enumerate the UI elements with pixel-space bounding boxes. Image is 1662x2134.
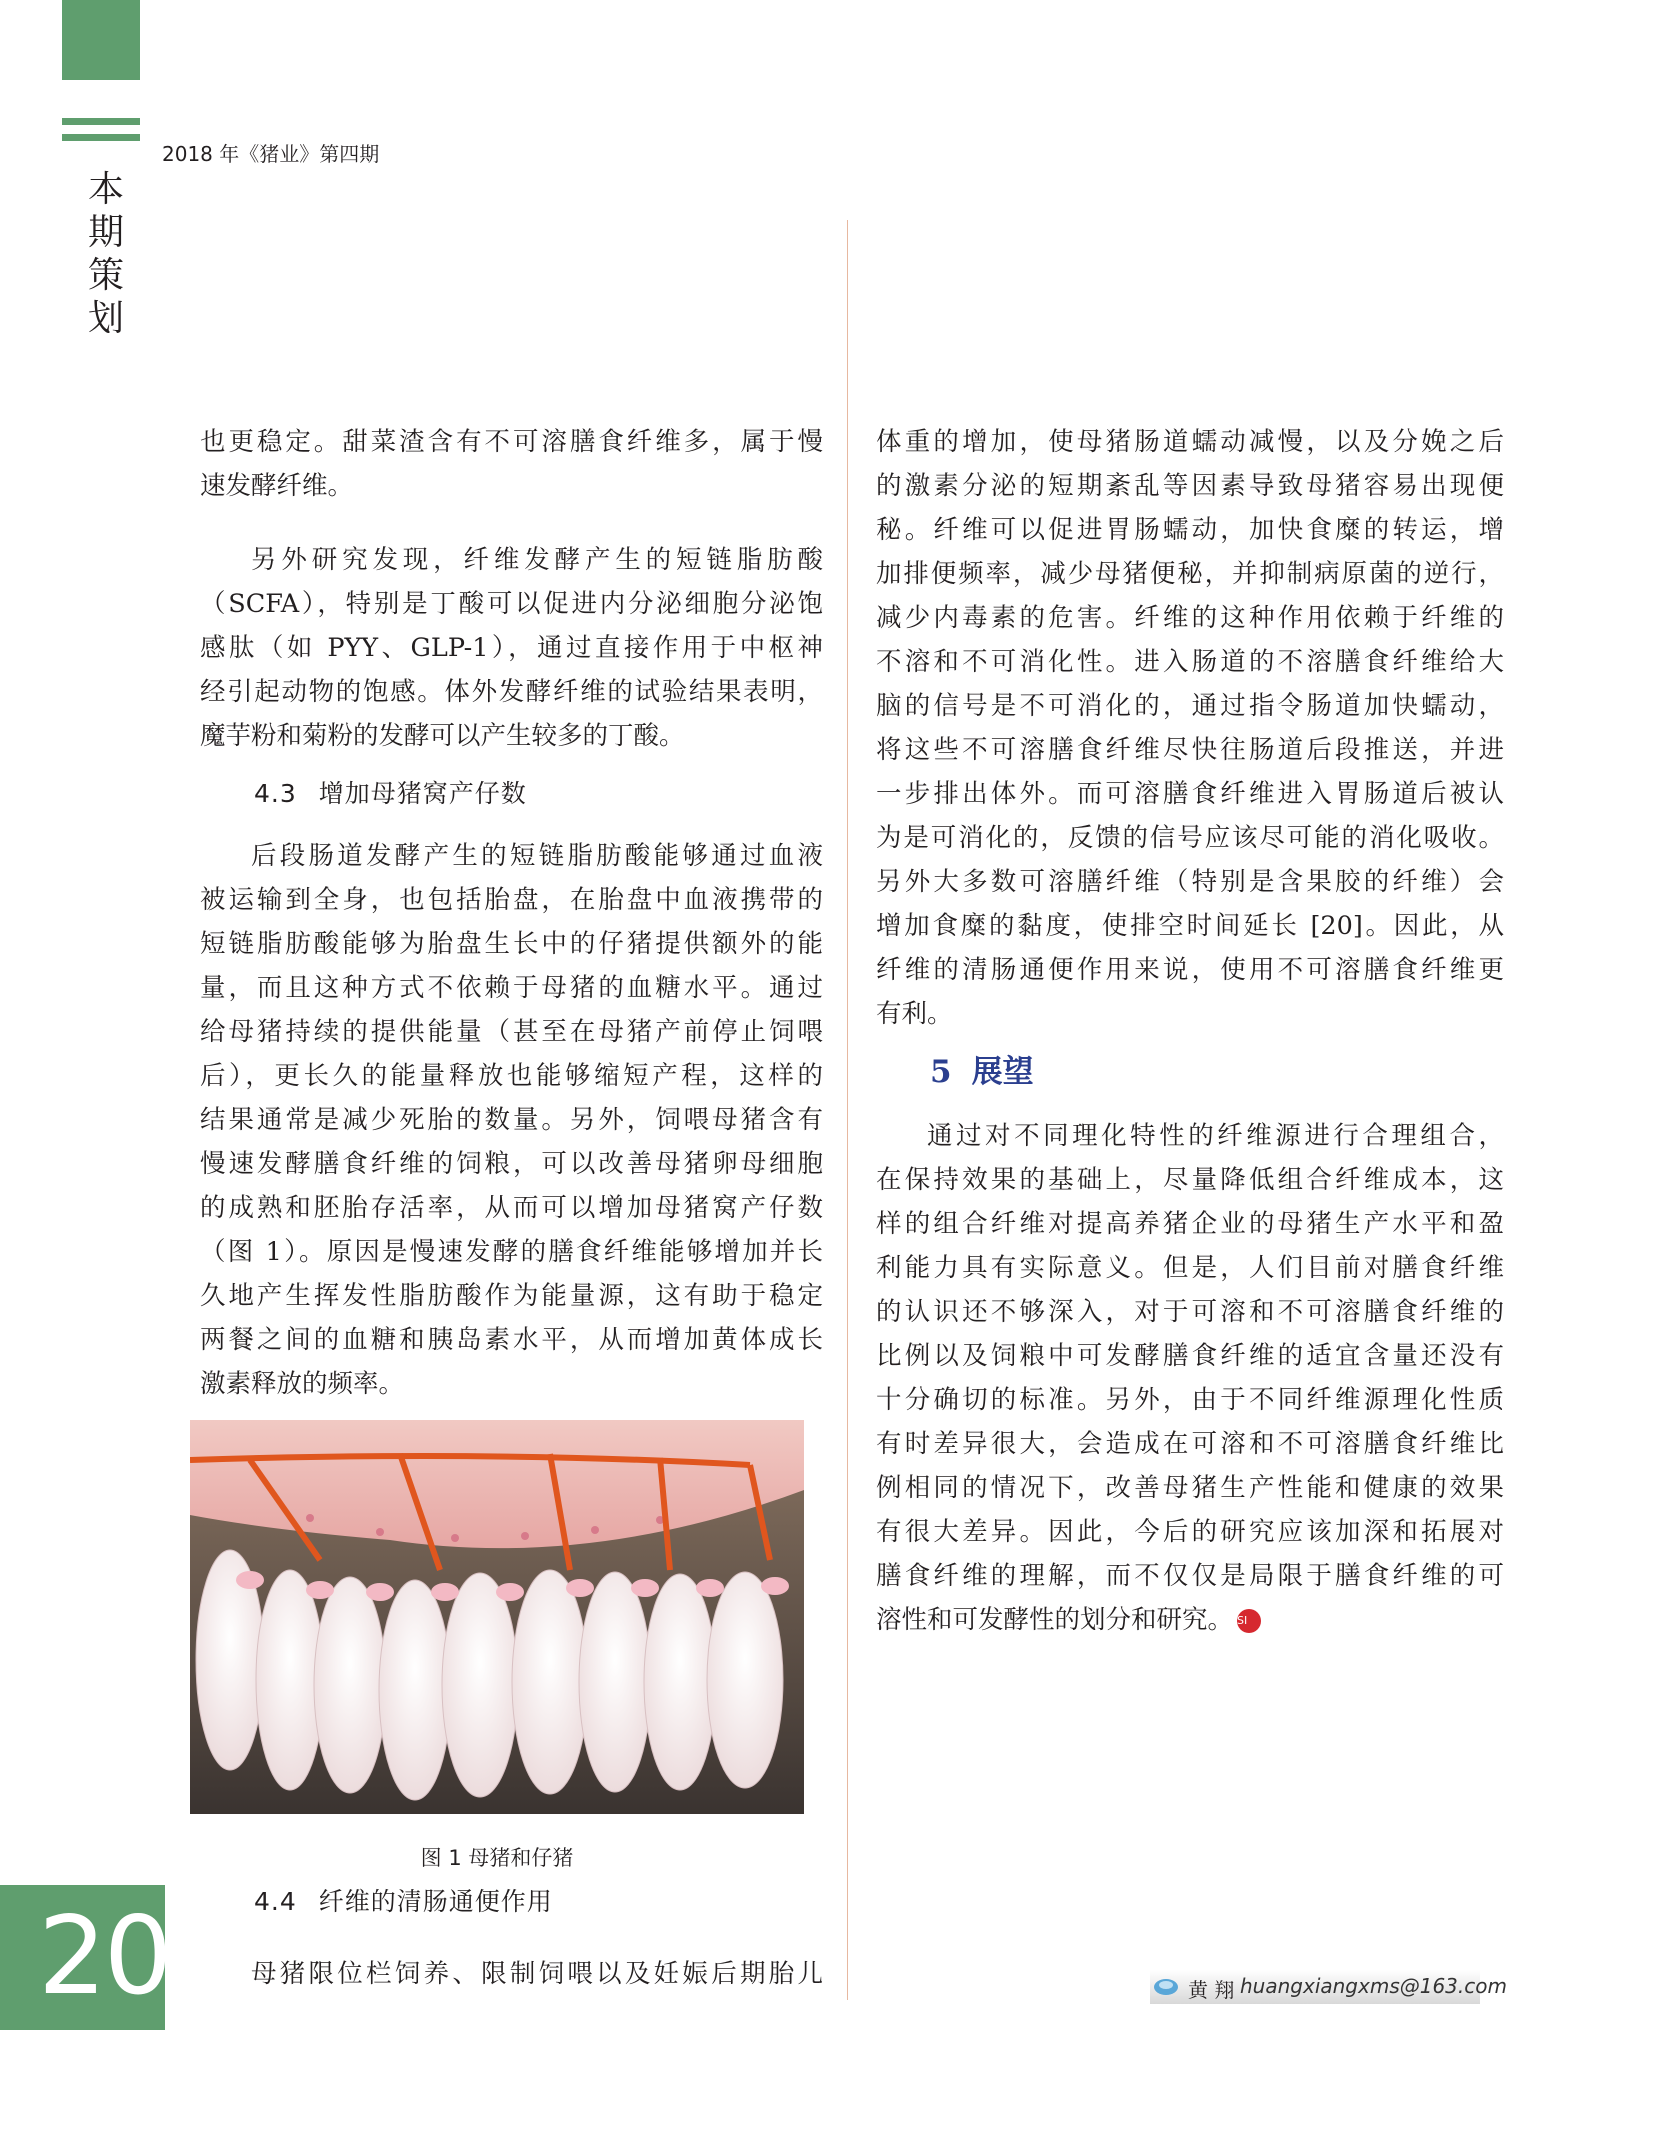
body-line: 经引起动物的饱感。体外发酵纤维的试验结果表明， <box>200 677 823 707</box>
section-heading-4-4: 4.4 纤维的清肠通便作用 <box>254 1887 553 1916</box>
sow-piglets-illustration <box>190 1420 804 1814</box>
body-line: 后段肠道发酵产生的短链脂肪酸能够通过血液 <box>251 841 823 871</box>
figure-caption: 图 1 母猪和仔猪 <box>420 1846 574 1870</box>
body-line: 利能力具有实际意义。但是，人们目前对膳食纤维 <box>876 1253 1504 1283</box>
body-line: 脑的信号是不可消化的，通过指令肠道加快蠕动， <box>876 691 1504 721</box>
body-line: 慢速发酵膳食纤维的饲粮，可以改善母猪卵母细胞 <box>200 1149 823 1179</box>
left-column-tail <box>200 1952 823 1996</box>
section-heading-4-3: 4.3 增加母猪窝产仔数 <box>254 779 527 808</box>
body-line: 例相同的情况下，改善母猪生产性能和健康的效果 <box>876 1473 1504 1503</box>
right-column <box>876 420 1504 1642</box>
body-line: 体重的增加，使母猪肠道蠕动减慢，以及分娩之后 <box>876 427 1504 457</box>
body-line: 的激素分泌的短期紊乱等因素导致母猪容易出现便 <box>876 471 1504 501</box>
body-line: 母猪限位栏饲养、限制饲喂以及妊娠后期胎儿 <box>251 1959 823 1989</box>
body-line: 有利。 <box>876 999 953 1029</box>
body-line: 将这些不可溶膳食纤维尽快往肠道后段推送，并进 <box>876 735 1504 765</box>
author-contact <box>1150 1970 1507 2004</box>
body-line: 久地产生挥发性脂肪酸作为能量源，这有助于稳定 <box>200 1281 823 1311</box>
column-divider <box>847 220 848 2000</box>
body-line: 魔芋粉和菊粉的发酵可以产生较多的丁酸。 <box>200 721 685 751</box>
header-green-block <box>62 0 140 80</box>
body-line: 被运输到全身，也包括胎盘，在胎盘中血液携带的 <box>200 885 823 915</box>
author-email: huangxiangxms@163.com <box>1240 1974 1507 1998</box>
body-line: 膳食纤维的理解，而不仅仅是局限于膳食纤维的可 <box>876 1561 1504 1591</box>
issue-label: 2018 年《猪业》第四期 <box>162 142 380 166</box>
header-green-bar <box>62 134 140 141</box>
body-line: 减少内毒素的危害。纤维的这种作用依赖于纤维的 <box>876 603 1504 633</box>
email-icon <box>1153 1977 1179 1997</box>
body-line: 十分确切的标准。另外，由于不同纤维源理化性质 <box>876 1385 1504 1415</box>
body-line: 结果通常是减少死胎的数量。另外，饲喂母猪含有 <box>200 1105 823 1135</box>
body-line: 有时差异很大，会造成在可溶和不可溶膳食纤维比 <box>876 1429 1504 1459</box>
body-line: 的成熟和胚胎存活率，从而可以增加母猪窝产仔数 <box>200 1193 823 1223</box>
body-line: 短链脂肪酸能够为胎盘生长中的仔猪提供额外的能 <box>200 929 823 959</box>
header-green-bar <box>62 118 140 125</box>
body-line: （图 1）。原因是慢速发酵的膳食纤维能够增加并长 <box>200 1237 823 1267</box>
body-line: 在保持效果的基础上，尽量降低组合纤维成本，这 <box>876 1165 1504 1195</box>
section-4-4 <box>200 1880 823 1924</box>
body-line: 一步排出体外。而可溶膳食纤维进入胃肠道后被认 <box>876 779 1504 809</box>
body-line: 增加食糜的黏度，使排空时间延长 [20]。因此，从 <box>876 911 1504 941</box>
body-line: 纤维的清肠通便作用来说，使用不可溶膳食纤维更 <box>876 955 1504 985</box>
body-line: 给母猪持续的提供能量（甚至在母猪产前停止饲喂 <box>200 1017 823 1047</box>
body-line: 另外大多数可溶膳纤维（特别是含果胶的纤维）会 <box>876 867 1504 897</box>
page-number: 20 <box>38 1894 170 2019</box>
body-line: 另外研究发现，纤维发酵产生的短链脂肪酸 <box>251 545 823 575</box>
body-line: （SCFA），特别是丁酸可以促进内分泌细胞分泌饱 <box>200 589 823 619</box>
body-line: 不溶和不可消化性。进入肠道的不溶膳食纤维给大 <box>876 647 1504 677</box>
body-line: 有很大差异。因此，今后的研究应该加深和拓展对 <box>876 1517 1504 1547</box>
body-line: 样的组合纤维对提高养猪企业的母猪生产水平和盈 <box>876 1209 1504 1239</box>
body-line: 激素释放的频率。 <box>200 1369 405 1399</box>
body-line: 也更稳定。甜菜渣含有不可溶膳食纤维多，属于慢 <box>200 427 823 457</box>
body-line: 溶性和可发酵性的划分和研究。 SI <box>876 1598 1504 1642</box>
body-line: 感肽（如 PYY、GLP-1），通过直接作用于中枢神 <box>200 633 823 663</box>
left-column <box>200 420 823 1406</box>
body-line: 通过对不同理化特性的纤维源进行合理组合， <box>927 1121 1504 1151</box>
body-line: 秘。纤维可以促进胃肠蠕动，加快食糜的转运，增 <box>876 515 1504 545</box>
column-title: 本 期 策 划 <box>87 169 124 339</box>
body-line: 速发酵纤维。 <box>200 471 354 501</box>
author-name: 黄 翔 <box>1188 1978 1235 2002</box>
body-line: 比例以及饲粮中可发酵膳食纤维的适宜含量还没有 <box>876 1341 1504 1371</box>
body-line: 为是可消化的，反馈的信号应该尽可能的消化吸收。 <box>876 823 1504 853</box>
body-line: 加排便频率，减少母猪便秘，并抑制病原菌的逆行， <box>876 559 1504 589</box>
body-line: 的认识还不够深入，对于可溶和不可溶膳食纤维的 <box>876 1297 1504 1327</box>
section-heading-5: 5 展望 <box>930 1054 1034 1090</box>
body-line: 后），更长久的能量释放也能够缩短产程，这样的 <box>200 1061 823 1091</box>
body-line: 量，而且这种方式不依赖于母猪的血糖水平。通过 <box>200 973 823 1003</box>
figure-sow-piglets <box>190 1420 804 1814</box>
body-line: 两餐之间的血糖和胰岛素水平，从而增加黄体成长 <box>200 1325 823 1355</box>
end-mark-icon: SI <box>1237 1609 1261 1633</box>
